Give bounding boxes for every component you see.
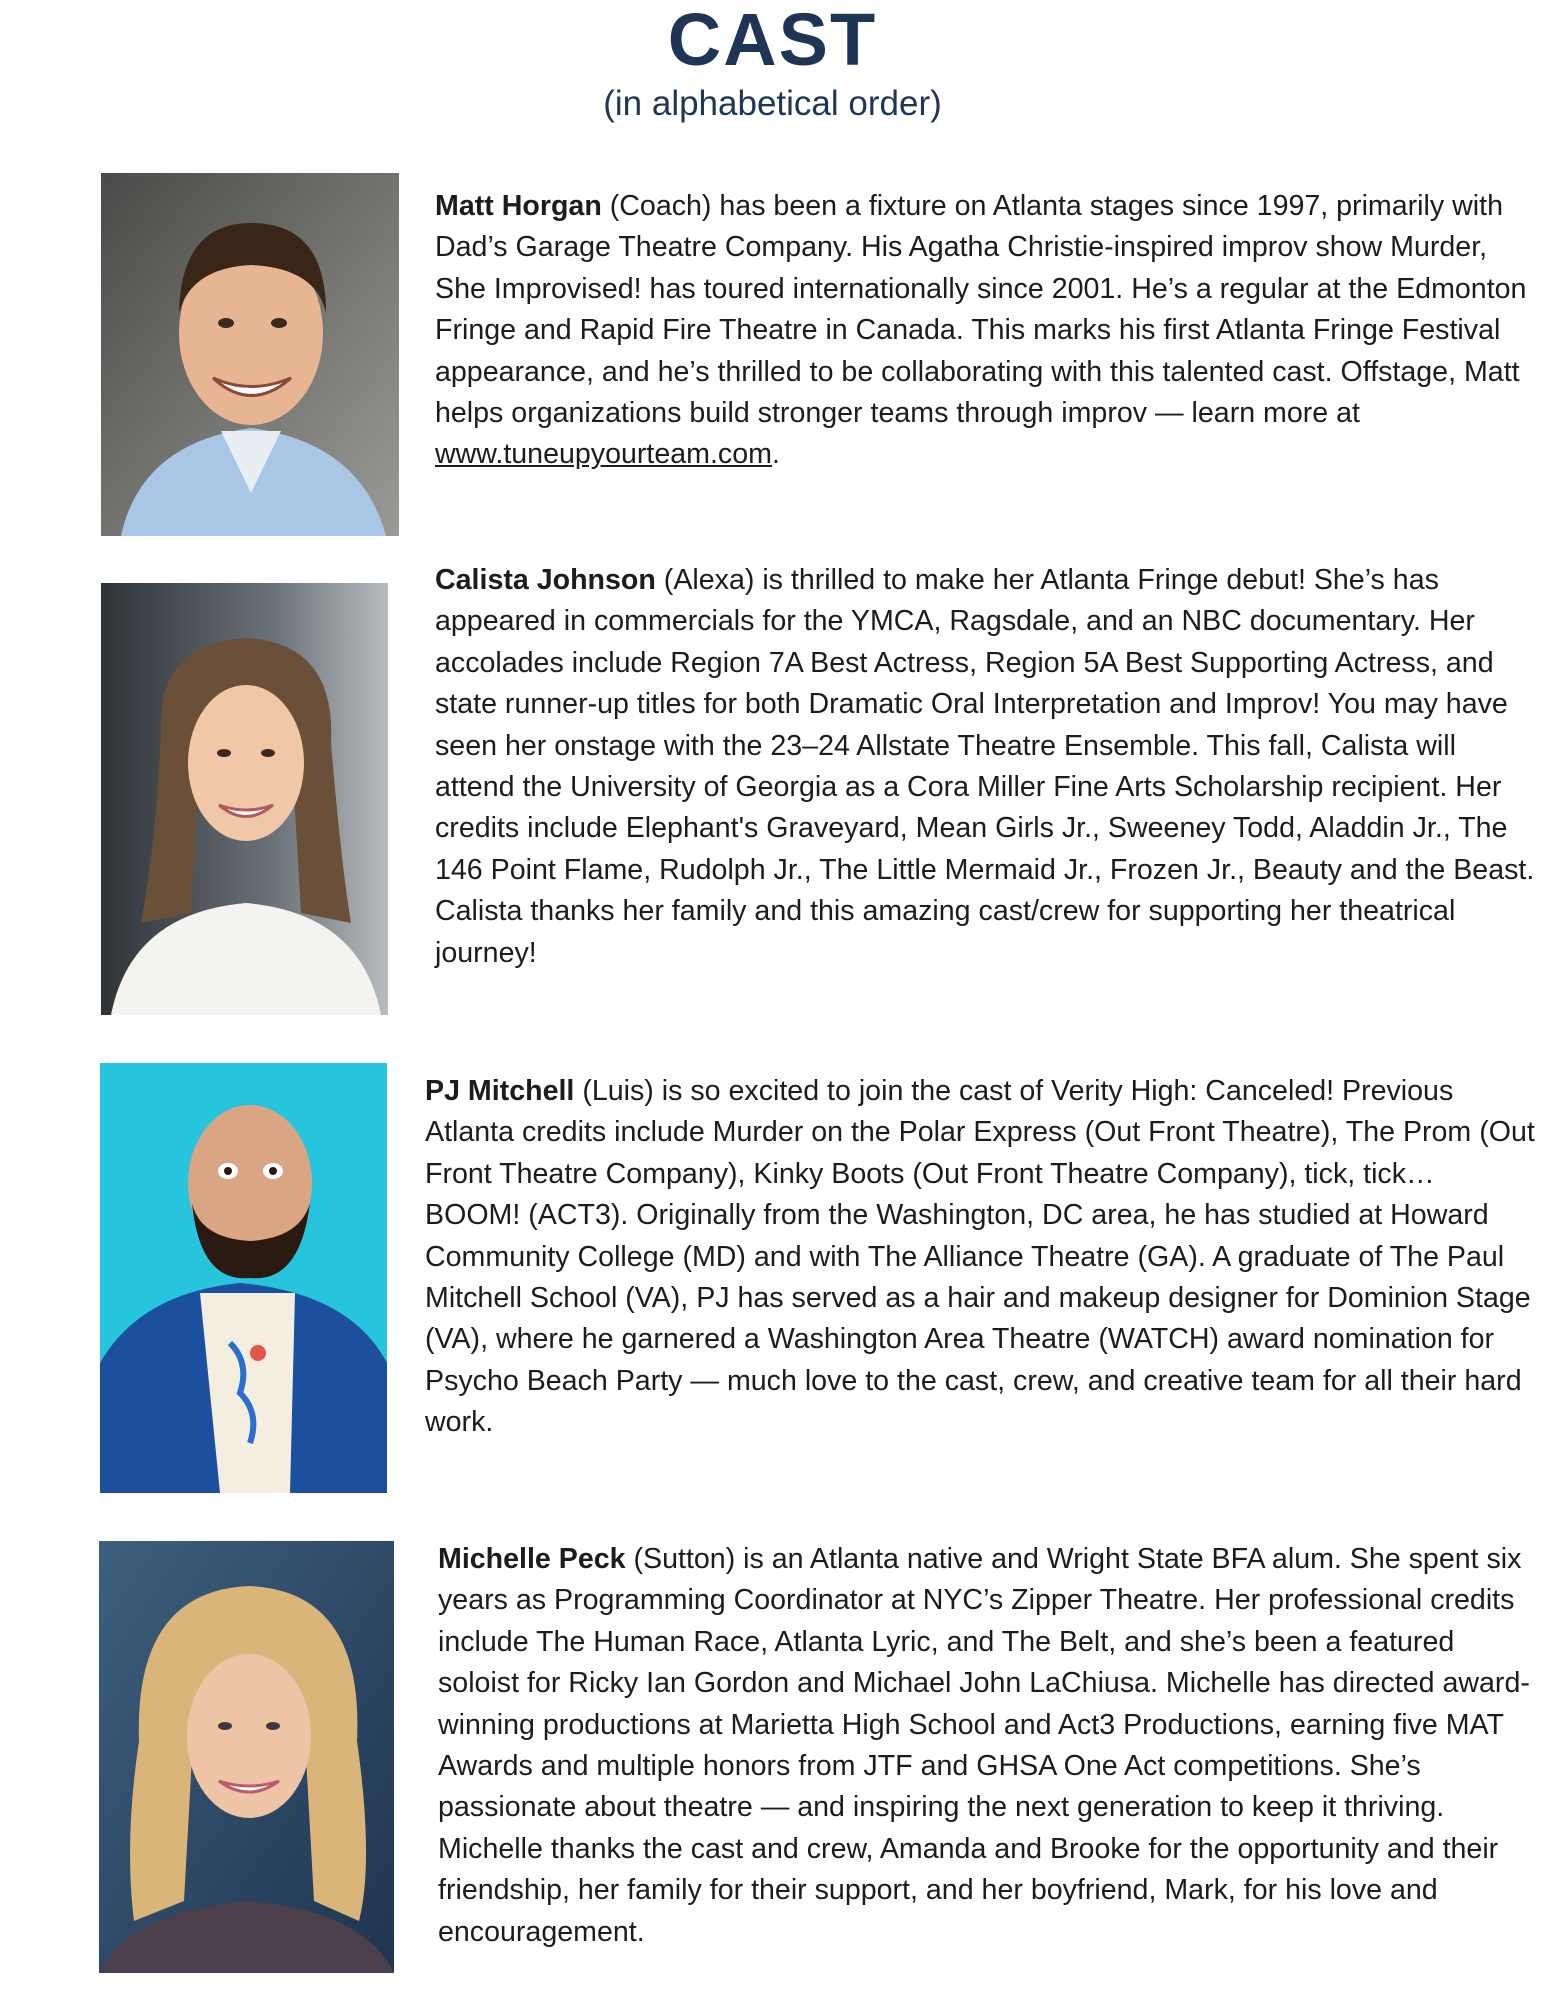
website-link[interactable]: www.tuneupyourteam.com xyxy=(435,438,772,471)
bio-text-end: . xyxy=(771,438,780,471)
bio-text: (Coach) has been a fixture on Atlanta stages since 1997, primarily with Dad’s Garage Theatre Company. His Agatha Christie-inspired improv show Murder, She Improvised! has toured internationally since 2001. He’s a regular at the Edmonton Fringe and Rapid Fire Theatre in Canada. This marks his first Atlanta Fringe Festival appearance, and he’s thrilled to be collaborating with this talented cast. Offstage, Matt helps organizations build stronger teams through improv — learn more at xyxy=(435,190,1527,430)
headshot-matt-horgan xyxy=(101,173,399,536)
headshot-pj-mitchell xyxy=(100,1063,387,1493)
bio-matt-horgan xyxy=(435,186,1535,476)
bio-text: (Luis) is so excited to join the cast of Verity High: Canceled! Previous Atlanta credits include Murder on the Polar Express (Out Front Theatre), The Prom (Out Front Theatre Company), Kinky Boots (Out Front Theatre Company), tick, tick… BOOM! (ACT3). Originally from the Washington, DC area, he has studied at Howard Community College (MD) and with The Alliance Theatre (GA). A graduate of The Paul Mitchell School (VA), PJ has served as a hair and makeup designer for Dominion Stage (VA), where he garnered a Washington Area Theatre (WATCH) award nomination for Psycho Beach Party — much love to the cast, crew, and creative team for all their hard work. xyxy=(425,1075,1535,1439)
bio-text: (Sutton) is an Atlanta native and Wright State BFA alum. She spent six years as Programming Coordinator at NYC’s Zipper Theatre. Her professional credits include The Human Race, Atlanta Lyric, and The Belt, and she’s been a featured soloist for Ricky Ian Gordon and Michael John LaChiusa. Michelle has directed award-winning productions at Marietta High School and Act3 Productions, earning five MAT Awards and multiple honors from JTF and GHSA One Act competitions. She’s passionate about theatre — and inspiring the next generation to keep it thriving. Michelle thanks the cast and crew, Amanda and Brooke for the opportunity and their friendship, her family for their support, and her boyfriend, Mark, for his love and encouragement. xyxy=(438,1543,1530,1948)
headshot-calista-johnson xyxy=(101,583,388,1015)
page-title: CAST xyxy=(667,0,878,81)
bio-calista-johnson xyxy=(435,560,1535,974)
cast-name: Calista Johnson xyxy=(435,564,656,596)
bio-pj-mitchell xyxy=(425,1071,1535,1444)
bio-michelle-peck xyxy=(438,1539,1538,1953)
headshot-michelle-peck xyxy=(99,1541,394,1973)
cast-name: Michelle Peck xyxy=(438,1543,626,1575)
bio-text: (Alexa) is thrilled to make her Atlanta Fringe debut! She’s has appeared in commercials for the YMCA, Ragsdale, and an NBC documentary. Her accolades include Region 7A Best Actress, Region 5A Best Supporting Actress, and state runner-up titles for both Dramatic Oral Interpretation and Improv! You may have seen her onstage with the 23–24 Allstate Theatre Ensemble. This fall, Calista will attend the University of Georgia as a Cora Miller Fine Arts Scholarship recipient. Her credits include Elephant's Graveyard, Mean Girls Jr., Sweeney Todd, Aladdin Jr., The 146 Point Flame, Rudolph Jr., The Little Mermaid Jr., Frozen Jr., Beauty and the Beast. Calista thanks her family and this amazing cast/crew for supporting her theatrical journey! xyxy=(435,564,1535,969)
cast-name: PJ Mitchell xyxy=(425,1075,575,1107)
cast-name: Matt Horgan xyxy=(435,190,602,222)
page-subtitle: (in alphabetical order) xyxy=(603,84,942,123)
